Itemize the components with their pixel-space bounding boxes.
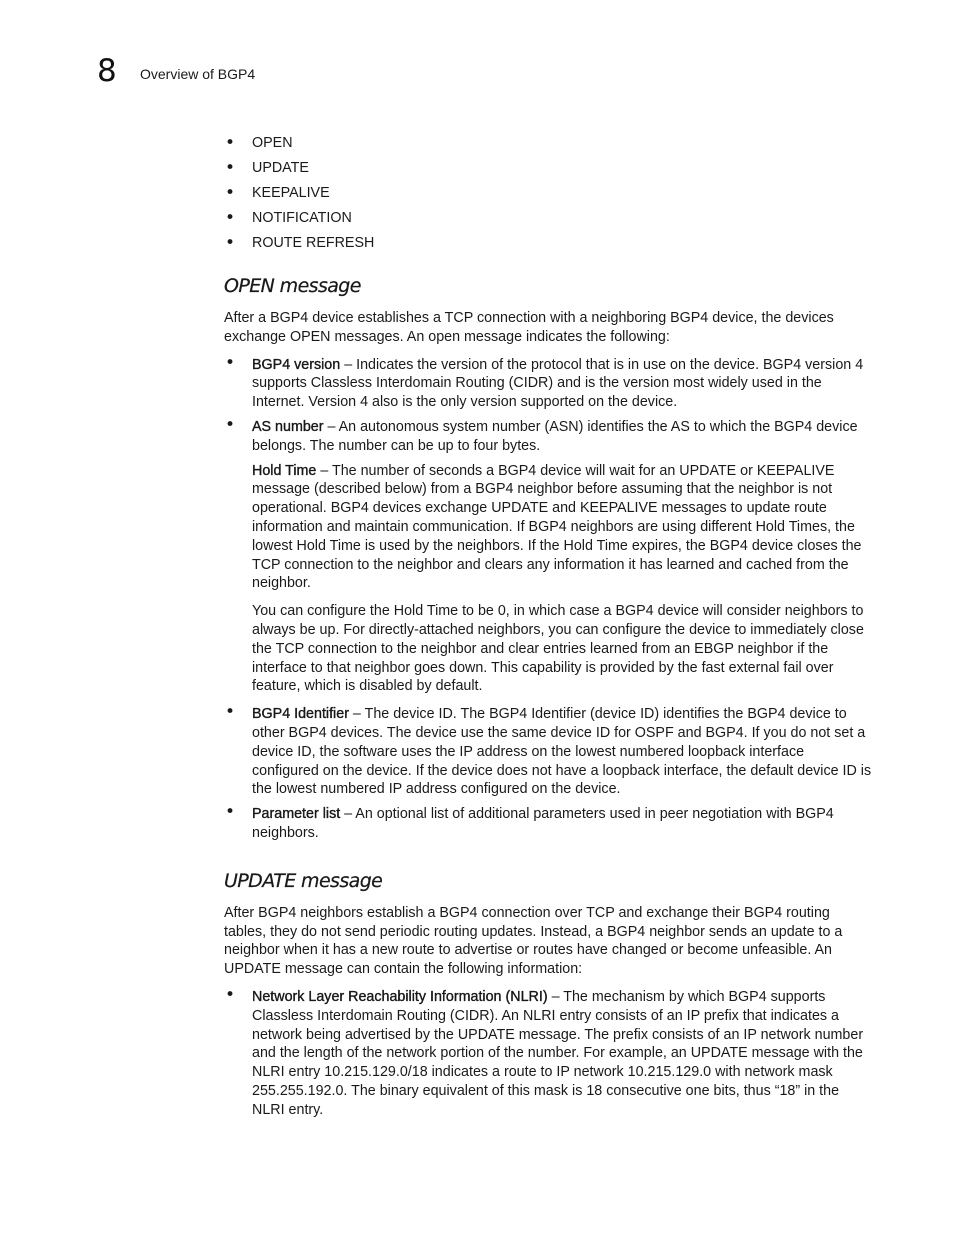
list-item (224, 705, 872, 799)
open-intro-paragraph: After a BGP4 device establishes a TCP connection with a neighboring BGP4 device, the devices exchange OPEN messages. An open message indicates the following: (224, 310, 834, 345)
term-description: – An autonomous system number (ASN) identifies the AS to which the BGP4 device belongs. The number can be up to four bytes. (252, 418, 858, 454)
term-description: – The device ID. The BGP4 Identifier (device ID) identifies the BGP4 device to other BGP4 devices. The device use the same device ID for OSPF and BGP4. If you do not set a device ID, the software uses the IP address on the lowest numbered loopback interface configured on the device. If the device does not have a loopback interface, the default device ID is the lowest numbered IP address configured on the device. (252, 706, 872, 798)
term-description: – An optional list of additional parameters used in peer negotiation with BGP4 neighbors. (252, 806, 834, 841)
open-fields-list (224, 356, 872, 843)
list-item (224, 356, 872, 412)
list-item: • OPEN (224, 133, 872, 158)
term-description: – The number of seconds a BGP4 device will wait for an UPDATE or KEEPALIVE message (described below) from a BGP4 neighbor before assuming that the neighbor is not operational. BGP4 devices exchange UPDATE and KEEPALIVE messages to update route information and maintain communication. If BGP4 neighbors are using different Hold Times, the lowest Hold Time is used by the neighbors. If the Hold Time expires, the BGP4 device closes the TCP connection to the neighbor and clears any information it has learned and cached from the neighbor. (252, 462, 862, 592)
list-item (224, 988, 872, 1120)
page-content (224, 133, 872, 1125)
term-label: Hold Time (252, 462, 317, 479)
list-item: • KEEPALIVE (224, 183, 872, 208)
message-type-list (224, 133, 872, 258)
list-item: • ROUTE REFRESH (224, 233, 872, 258)
section-heading-update-message: UPDATE message (224, 869, 383, 892)
running-header-title: Overview of BGP4 (140, 66, 256, 82)
update-fields-list (224, 988, 872, 1120)
list-item: • UPDATE (224, 158, 872, 183)
hold-time-extra-paragraph: You can configure the Hold Time to be 0, in which case a BGP4 device will consider neighbors to always be up. For directly-attached neighbors, you can configure the device to immediately close the TCP connection to the neighbor and clear entries learned from an EBGP neighbor if the interface to that neighbor goes down. This capability is provided by the fast external fail over feature, which is disabled by default. (252, 603, 864, 695)
list-item (224, 805, 872, 843)
term-description: – The mechanism by which BGP4 supports Classless Interdomain Routing (CIDR). An NLRI entry consists of an IP prefix that indicates a network being advertised by the UPDATE message. The prefix consists of an IP network number and the length of the network portion of the number. For example, an UPDATE message with the NLRI entry 10.215.129.0/18 indicates a route to IP network 10.215.129.0 with network mask 255.255.192.0. The binary equivalent of this mask is 18 consecutive one bits, thus “18” in the NLRI entry. (252, 988, 864, 1118)
term-label: BGP4 Identifier (252, 706, 349, 723)
chapter-number: 8 (97, 53, 117, 89)
term-label: AS number (252, 418, 324, 435)
term-description: – Indicates the version of the protocol that is in use on the device. BGP4 version 4 supports Classless Interdomain Routing (CIDR) and is the version most widely used in the Internet. Version 4 also is the only version supported on the device. (252, 356, 864, 411)
term-label: Network Layer Reachability Information (NLRI) (252, 988, 548, 1005)
hold-time-paragraph (252, 462, 872, 594)
section-heading-open-message: OPEN message (224, 275, 361, 297)
list-item: • NOTIFICATION (224, 208, 872, 233)
update-intro-paragraph: After BGP4 neighbors establish a BGP4 connection over TCP and exchange their BGP4 routing tables, they do not send periodic routing updates. Instead, a BGP4 neighbor sends an update to a neighbor when it has a new route to advertise or routes have changed or become unfeasible. An UPDATE message can contain the following information: (224, 904, 843, 978)
term-label: BGP4 version (252, 356, 341, 373)
list-item (224, 418, 872, 696)
term-label: Parameter list (252, 806, 341, 823)
